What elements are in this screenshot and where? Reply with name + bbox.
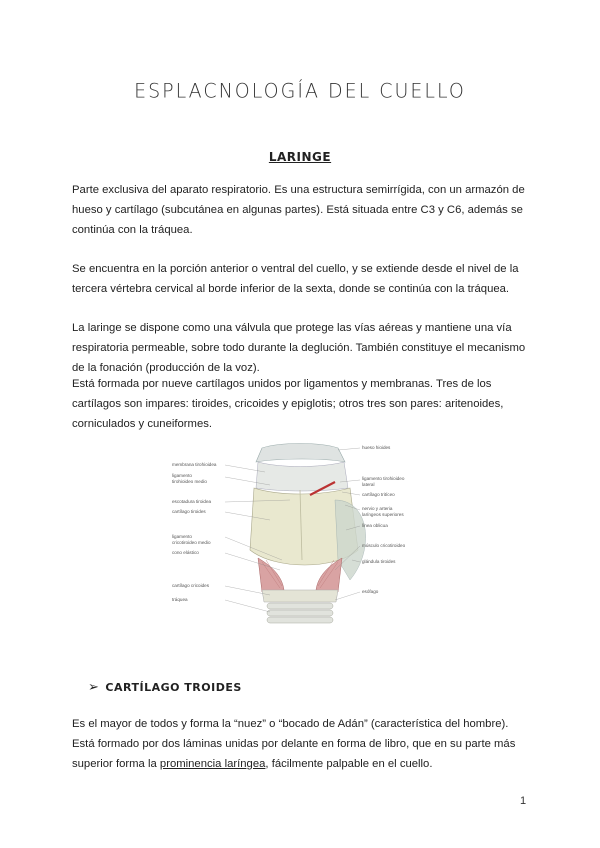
paragraph-1: Parte exclusiva del aparato respiratorio. Es una estructura semirrígida, con un armazón de hueso y cartílago (subcutánea en algunas partes). Está situada entre C3 y C6, además se continúa con la tráquea.	[72, 184, 525, 236]
prominencia-laringea-term: prominencia laríngea	[159, 758, 266, 770]
label-esofago: esófago	[362, 589, 379, 594]
label-cartilago-tiroides: cartílago tiroides	[172, 509, 206, 514]
page-title: ESPLACNOLOGÍA DEL CUELLO	[134, 79, 466, 103]
page-number: 1	[520, 795, 527, 807]
paragraph-5-end: , fácilmente palpable en el cuello.	[265, 758, 433, 770]
label-linea-oblicua: línea oblicua	[362, 523, 388, 528]
larynx-illustration	[170, 440, 440, 625]
label-hueso-hioides: hueso hioides	[362, 445, 391, 450]
label-cartilago-triticeo: cartílago tritíceo	[362, 492, 395, 497]
label-escotadura-tiroidea: escotadura tiroidea	[172, 499, 212, 504]
subsection-heading	[88, 680, 242, 695]
subsection-title: CARTÍLAGO TROIDES	[105, 681, 242, 694]
arrow-bullet-icon: ➢	[88, 680, 100, 695]
label-ligamento-tirohioideo-medio: ligamento tirohioideo medio	[172, 473, 207, 484]
label-glandula-tiroides: glándula tiroides	[362, 559, 396, 564]
paragraph-3: La laringe se dispone como una válvula que protege las vías aéreas y mantiene una vía respiratoria permeable, sobre todo durante la deglución. También constituye el mecanismo de la fonación (producción de la voz).	[72, 322, 526, 374]
label-membrana-tirohioidea: membrana tirohioidea	[172, 462, 217, 467]
label-ligamento-tirohioideo-lateral: ligamento tirohioideo lateral	[362, 476, 405, 487]
label-musculo-cricotiroideo: músculo cricotiroideo	[362, 543, 406, 548]
larynx-anatomy-figure	[170, 440, 440, 625]
label-cono-elastico: cono elástico	[172, 550, 199, 555]
label-cartilago-cricoides: cartílago cricoides	[172, 583, 210, 588]
paragraph-5	[72, 714, 532, 774]
label-ligamento-cricotiroideo-medio: ligamento cricotiroideo medio	[172, 534, 211, 545]
label-nervio-arteria-laringeos: nervio y arteria laríngeos superiores	[362, 506, 404, 517]
paragraph-4: Está formada por nueve cartílagos unidos por ligamentos y membranas. Tres de los cartílagos son impares: tiroides, cricoides y epiglotis; otros tres son pares: aritenoides, corniculados y cuneiformes.	[72, 378, 504, 430]
label-traquea: tráquea	[172, 597, 188, 602]
paragraph-2: Se encuentra en la porción anterior o ventral del cuello, y se extiende desde el nivel de la tercera vértebra cervical al borde inferior de la sexta, donde se continúa con la tráquea.	[72, 263, 519, 295]
paragraph-5-text: Es el mayor de todos y forma la “nuez” o “bocado de Adán” (característica del hombre). Está formado por dos láminas unidas por delante en forma de libro, que en su parte más superior forma la	[72, 718, 516, 770]
section-heading-laringe: LARINGE	[268, 150, 332, 164]
